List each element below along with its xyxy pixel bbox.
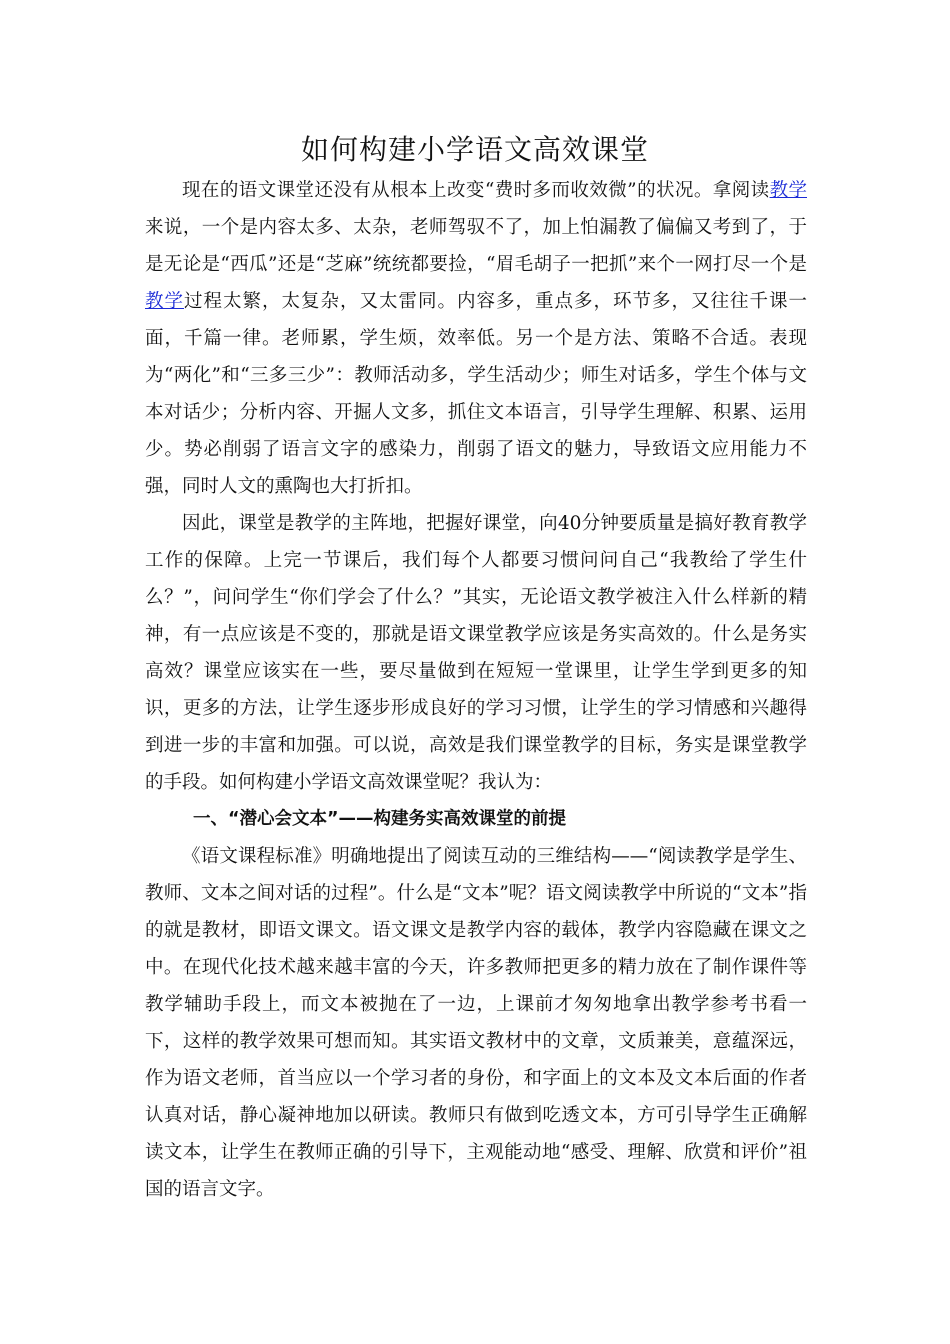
paragraph-3: 《语文课程标准》明确地提出了阅读互动的三维结构——“阅读教学是学生、教师、文本之间对话的过程”。什么是“文本”呢？语文阅读教学中所说的“文本”指的就是教材，即语文课文。语文课文是教学内容的载体，教学内容隐藏在课文之中。在现代化技术越来越丰富的今天，许多教师把更多的精力放在了制作课件等教学辅助手段上，而文本被抛在了一边，上课前才匆匆地拿出教学参考书看一下，这样的教学效果可想而知。其实语文教材中的文章，文质兼美，意蕴深远，作为语文老师，首当应以一个学习者的身份，和字面上的文本及文本后面的作者认真对话，静心凝神地加以研读。教师只有做到吃透文本，方可引导学生正确解读文本，让学生在教师正确的引导下，主观能动地“感受、理解、欣赏和评价”祖国的语言文字。 [145,846,807,1200]
document-body [145,172,807,1208]
paragraph-1-text-c: 过程太繁，太复杂，又太雷同。内容多，重点多，环节多，又往往千课一面，千篇一律。老师累，学生烦，效率低。另一个是方法、策略不合适。表现为“两化”和“三多三少”：教师活动多，学生活动少；师生对话多，学生个体与文本对话少；分析内容、开掘人文多，抓住文本语言，引导学生理解、积累、运用少。势必削弱了语言文字的感染力，削弱了语文的魅力，导致语文应用能力不强，同时人文的熏陶也大打折扣。 [145,291,807,497]
paragraph-1-text-b: 来说，一个是内容太多、太杂，老师驾驭不了，加上怕漏教了偏偏又考到了，于是无论是“西瓜”还是“芝麻”统统都要捡，“眉毛胡子一把抓”来个一网打尽一个是 [145,217,807,275]
paragraph-2: 因此，课堂是教学的主阵地，把握好课堂，向40分钟要质量是搞好教育教学工作的保障。上完一节课后，我们每个人都要习惯问问自己“我教给了学生什么？”，问问学生“你们学会了什么？”其实，无论语文教学被注入什么样新的精神，有一点应该是不变的，那就是语文课堂教学应该是务实高效的。什么是务实高效？课堂应该实在一些，要尽量做到在短短一堂课里，让学生学到更多的知识，更多的方法，让学生逐步形成良好的学习习惯，让学生的学习情感和兴趣得到进一步的丰富和加强。可以说，高效是我们课堂教学的目标，务实是课堂教学的手段。如何构建小学语文高效课堂呢？我认为： [145,513,807,793]
paragraph-1-text-a: 现在的语文课堂还没有从根本上改变“费时多而收效微”的状况。拿阅读 [182,180,770,201]
page-title: 如何构建小学语文高效课堂 [300,133,649,166]
paragraph-1 [145,172,807,505]
link-teaching-1[interactable]: 教学 [769,180,807,201]
link-teaching-2[interactable]: 教学 [145,291,184,312]
section-heading: 一、“潜心会文本”——构建务实高效课堂的前提 [193,809,567,829]
